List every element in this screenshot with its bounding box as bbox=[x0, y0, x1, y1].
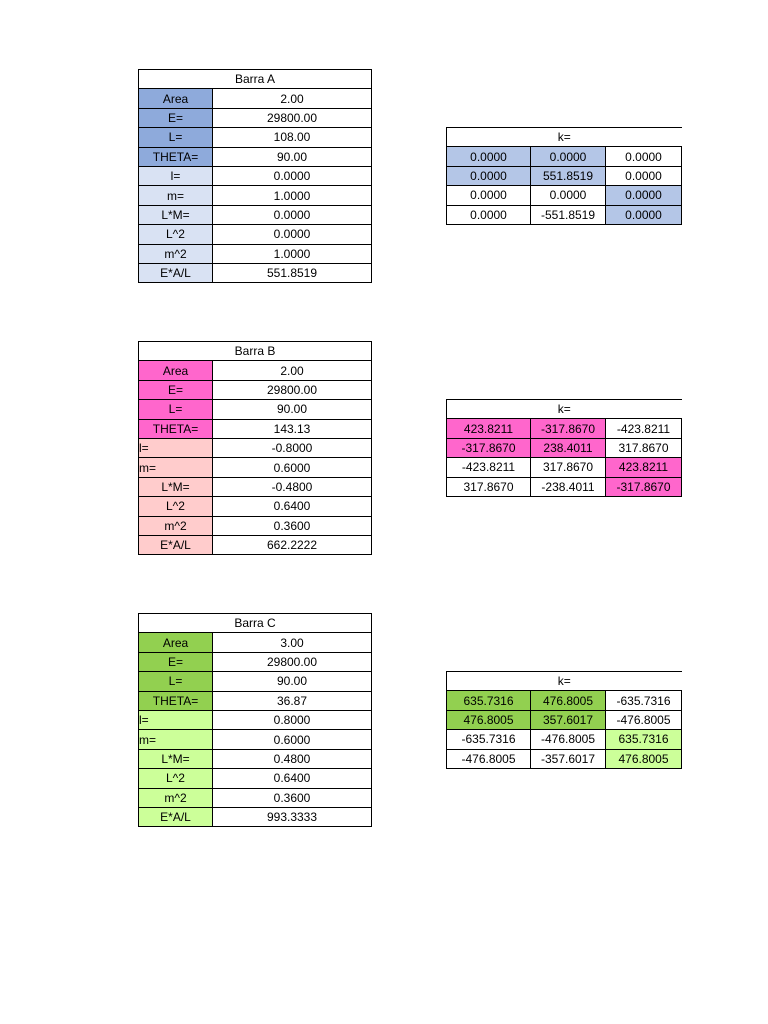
bar-c-value-lm: 0.4800 bbox=[213, 749, 372, 768]
table-row bbox=[447, 205, 682, 224]
bar-b-properties-table bbox=[138, 341, 372, 555]
bar-a-value-area: 2.00 bbox=[213, 89, 372, 108]
matrix-cell: 0.0000 bbox=[447, 147, 531, 166]
bar-c-label-lcos: l= bbox=[139, 710, 213, 729]
matrix-cell: 476.8005 bbox=[531, 691, 606, 710]
bar-c-value-lcos: 0.8000 bbox=[213, 710, 372, 729]
table-row bbox=[139, 749, 372, 768]
table-row bbox=[139, 244, 372, 263]
bar-a-label-l2: L^2 bbox=[139, 225, 213, 244]
bar-c-k-title: k= bbox=[447, 672, 682, 691]
bar-b-value-area: 2.00 bbox=[213, 361, 372, 380]
table-row bbox=[139, 516, 372, 535]
bar-b-value-m2: 0.3600 bbox=[213, 516, 372, 535]
matrix-cell: 238.4011 bbox=[531, 438, 606, 457]
table-row bbox=[139, 633, 372, 652]
bar-b-label-e: E= bbox=[139, 380, 213, 399]
bar-a-label-e: E= bbox=[139, 108, 213, 127]
table-row bbox=[139, 788, 372, 807]
bar-b-label-eal: E*A/L bbox=[139, 535, 213, 554]
matrix-cell: 317.8670 bbox=[447, 477, 531, 496]
matrix-cell: -476.8005 bbox=[531, 730, 606, 749]
table-row bbox=[447, 477, 682, 496]
bar-a-k-title: k= bbox=[447, 128, 682, 147]
matrix-cell: 635.7316 bbox=[606, 730, 682, 749]
bar-c-value-l2: 0.6400 bbox=[213, 769, 372, 788]
table-row bbox=[139, 400, 372, 419]
matrix-cell: -317.8670 bbox=[606, 477, 682, 496]
matrix-cell: 0.0000 bbox=[447, 205, 531, 224]
bar-c-value-m: 0.6000 bbox=[213, 730, 372, 749]
bar-c-label-eal: E*A/L bbox=[139, 807, 213, 826]
matrix-cell: 635.7316 bbox=[447, 691, 531, 710]
table-row bbox=[447, 458, 682, 477]
table-row bbox=[139, 419, 372, 438]
bar-a-k-matrix bbox=[446, 127, 682, 225]
bar-a-value-lm: 0.0000 bbox=[213, 205, 372, 224]
bar-a-label-m: m= bbox=[139, 186, 213, 205]
table-row bbox=[447, 710, 682, 729]
matrix-cell: -423.8211 bbox=[447, 458, 531, 477]
matrix-cell: -476.8005 bbox=[447, 749, 531, 768]
bar-a-value-l2: 0.0000 bbox=[213, 225, 372, 244]
bar-a-value-eal: 551.8519 bbox=[213, 263, 372, 282]
table-row bbox=[447, 166, 682, 185]
matrix-cell: 476.8005 bbox=[447, 710, 531, 729]
matrix-cell: 0.0000 bbox=[531, 147, 606, 166]
bar-c-value-e: 29800.00 bbox=[213, 652, 372, 671]
bar-c-title: Barra C bbox=[139, 614, 372, 633]
bar-b-value-lm: -0.4800 bbox=[213, 477, 372, 496]
bar-c-label-area: Area bbox=[139, 633, 213, 652]
matrix-cell: -635.7316 bbox=[606, 691, 682, 710]
matrix-cell: -635.7316 bbox=[447, 730, 531, 749]
bar-b-label-area: Area bbox=[139, 361, 213, 380]
table-row bbox=[139, 672, 372, 691]
table-row bbox=[139, 205, 372, 224]
table-row bbox=[139, 147, 372, 166]
table-row bbox=[139, 769, 372, 788]
bar-b-label-lcos: l= bbox=[139, 438, 213, 457]
table-row bbox=[139, 710, 372, 729]
bar-a-value-theta: 90.00 bbox=[213, 147, 372, 166]
matrix-cell: 551.8519 bbox=[531, 166, 606, 185]
table-row bbox=[139, 128, 372, 147]
matrix-cell: -551.8519 bbox=[531, 205, 606, 224]
bar-b-title: Barra B bbox=[139, 342, 372, 361]
bar-b-label-m2: m^2 bbox=[139, 516, 213, 535]
bar-a-label-lm: L*M= bbox=[139, 205, 213, 224]
table-row bbox=[139, 730, 372, 749]
table-row bbox=[139, 108, 372, 127]
bar-b-value-eal: 662.2222 bbox=[213, 535, 372, 554]
matrix-cell: -423.8211 bbox=[606, 419, 682, 438]
matrix-cell: -357.6017 bbox=[531, 749, 606, 768]
bar-b-label-l: L= bbox=[139, 400, 213, 419]
bar-b-k-matrix bbox=[446, 399, 682, 497]
matrix-cell: 0.0000 bbox=[606, 205, 682, 224]
table-row bbox=[139, 807, 372, 826]
table-row bbox=[447, 691, 682, 710]
bar-b-label-lm: L*M= bbox=[139, 477, 213, 496]
bar-a-label-l: L= bbox=[139, 128, 213, 147]
bar-a-label-eal: E*A/L bbox=[139, 263, 213, 282]
bar-c-value-m2: 0.3600 bbox=[213, 788, 372, 807]
bar-c-value-theta: 36.87 bbox=[213, 691, 372, 710]
matrix-cell: -317.8670 bbox=[447, 438, 531, 457]
bar-c-properties-table bbox=[138, 613, 372, 827]
table-row bbox=[447, 147, 682, 166]
bar-c-label-l: L= bbox=[139, 672, 213, 691]
bar-c-value-area: 3.00 bbox=[213, 633, 372, 652]
table-row bbox=[139, 361, 372, 380]
table-row bbox=[139, 535, 372, 554]
matrix-cell: -476.8005 bbox=[606, 710, 682, 729]
table-row bbox=[139, 458, 372, 477]
matrix-cell: 357.6017 bbox=[531, 710, 606, 729]
bar-a-value-e: 29800.00 bbox=[213, 108, 372, 127]
bar-b-value-lcos: -0.8000 bbox=[213, 438, 372, 457]
table-row bbox=[447, 749, 682, 768]
bar-b-value-l: 90.00 bbox=[213, 400, 372, 419]
bar-a-properties-table bbox=[138, 69, 372, 283]
matrix-cell: 0.0000 bbox=[447, 166, 531, 185]
bar-b-k-title: k= bbox=[447, 400, 682, 419]
table-row bbox=[139, 438, 372, 457]
table-row bbox=[447, 438, 682, 457]
table-row bbox=[139, 380, 372, 399]
table-row bbox=[139, 186, 372, 205]
bar-b-value-theta: 143.13 bbox=[213, 419, 372, 438]
matrix-cell: 317.8670 bbox=[531, 458, 606, 477]
matrix-cell: 423.8211 bbox=[606, 458, 682, 477]
table-row bbox=[447, 730, 682, 749]
bar-a-value-l: 108.00 bbox=[213, 128, 372, 147]
bar-c-label-l2: L^2 bbox=[139, 769, 213, 788]
matrix-cell: 423.8211 bbox=[447, 419, 531, 438]
matrix-cell: -317.8670 bbox=[531, 419, 606, 438]
bar-b-label-m: m= bbox=[139, 458, 213, 477]
table-row bbox=[447, 186, 682, 205]
bar-b-value-m: 0.6000 bbox=[213, 458, 372, 477]
bar-a-value-m2: 1.0000 bbox=[213, 244, 372, 263]
table-row bbox=[447, 419, 682, 438]
bar-a-label-lcos: l= bbox=[139, 166, 213, 185]
matrix-cell: 0.0000 bbox=[606, 166, 682, 185]
bar-c-value-eal: 993.3333 bbox=[213, 807, 372, 826]
bar-a-label-m2: m^2 bbox=[139, 244, 213, 263]
bar-c-value-l: 90.00 bbox=[213, 672, 372, 691]
matrix-cell: 0.0000 bbox=[447, 186, 531, 205]
bar-c-label-m2: m^2 bbox=[139, 788, 213, 807]
table-row bbox=[139, 263, 372, 282]
bar-c-label-lm: L*M= bbox=[139, 749, 213, 768]
bar-b-label-theta: THETA= bbox=[139, 419, 213, 438]
bar-a-label-area: Area bbox=[139, 89, 213, 108]
matrix-cell: 0.0000 bbox=[606, 147, 682, 166]
table-row bbox=[139, 652, 372, 671]
matrix-cell: 0.0000 bbox=[606, 186, 682, 205]
bar-c-label-e: E= bbox=[139, 652, 213, 671]
table-row bbox=[139, 691, 372, 710]
matrix-cell: 317.8670 bbox=[606, 438, 682, 457]
bar-a-value-lcos: 0.0000 bbox=[213, 166, 372, 185]
bar-a-value-m: 1.0000 bbox=[213, 186, 372, 205]
bar-c-k-matrix bbox=[446, 671, 682, 769]
table-row bbox=[139, 225, 372, 244]
bar-b-value-l2: 0.6400 bbox=[213, 497, 372, 516]
table-row bbox=[139, 497, 372, 516]
bar-a-label-theta: THETA= bbox=[139, 147, 213, 166]
matrix-cell: 0.0000 bbox=[531, 186, 606, 205]
table-row bbox=[139, 477, 372, 496]
bar-a-title: Barra A bbox=[139, 70, 372, 89]
table-row bbox=[139, 89, 372, 108]
matrix-cell: -238.4011 bbox=[531, 477, 606, 496]
bar-b-value-e: 29800.00 bbox=[213, 380, 372, 399]
table-row bbox=[139, 166, 372, 185]
bar-b-label-l2: L^2 bbox=[139, 497, 213, 516]
matrix-cell: 476.8005 bbox=[606, 749, 682, 768]
bar-c-label-m: m= bbox=[139, 730, 213, 749]
bar-c-label-theta: THETA= bbox=[139, 691, 213, 710]
